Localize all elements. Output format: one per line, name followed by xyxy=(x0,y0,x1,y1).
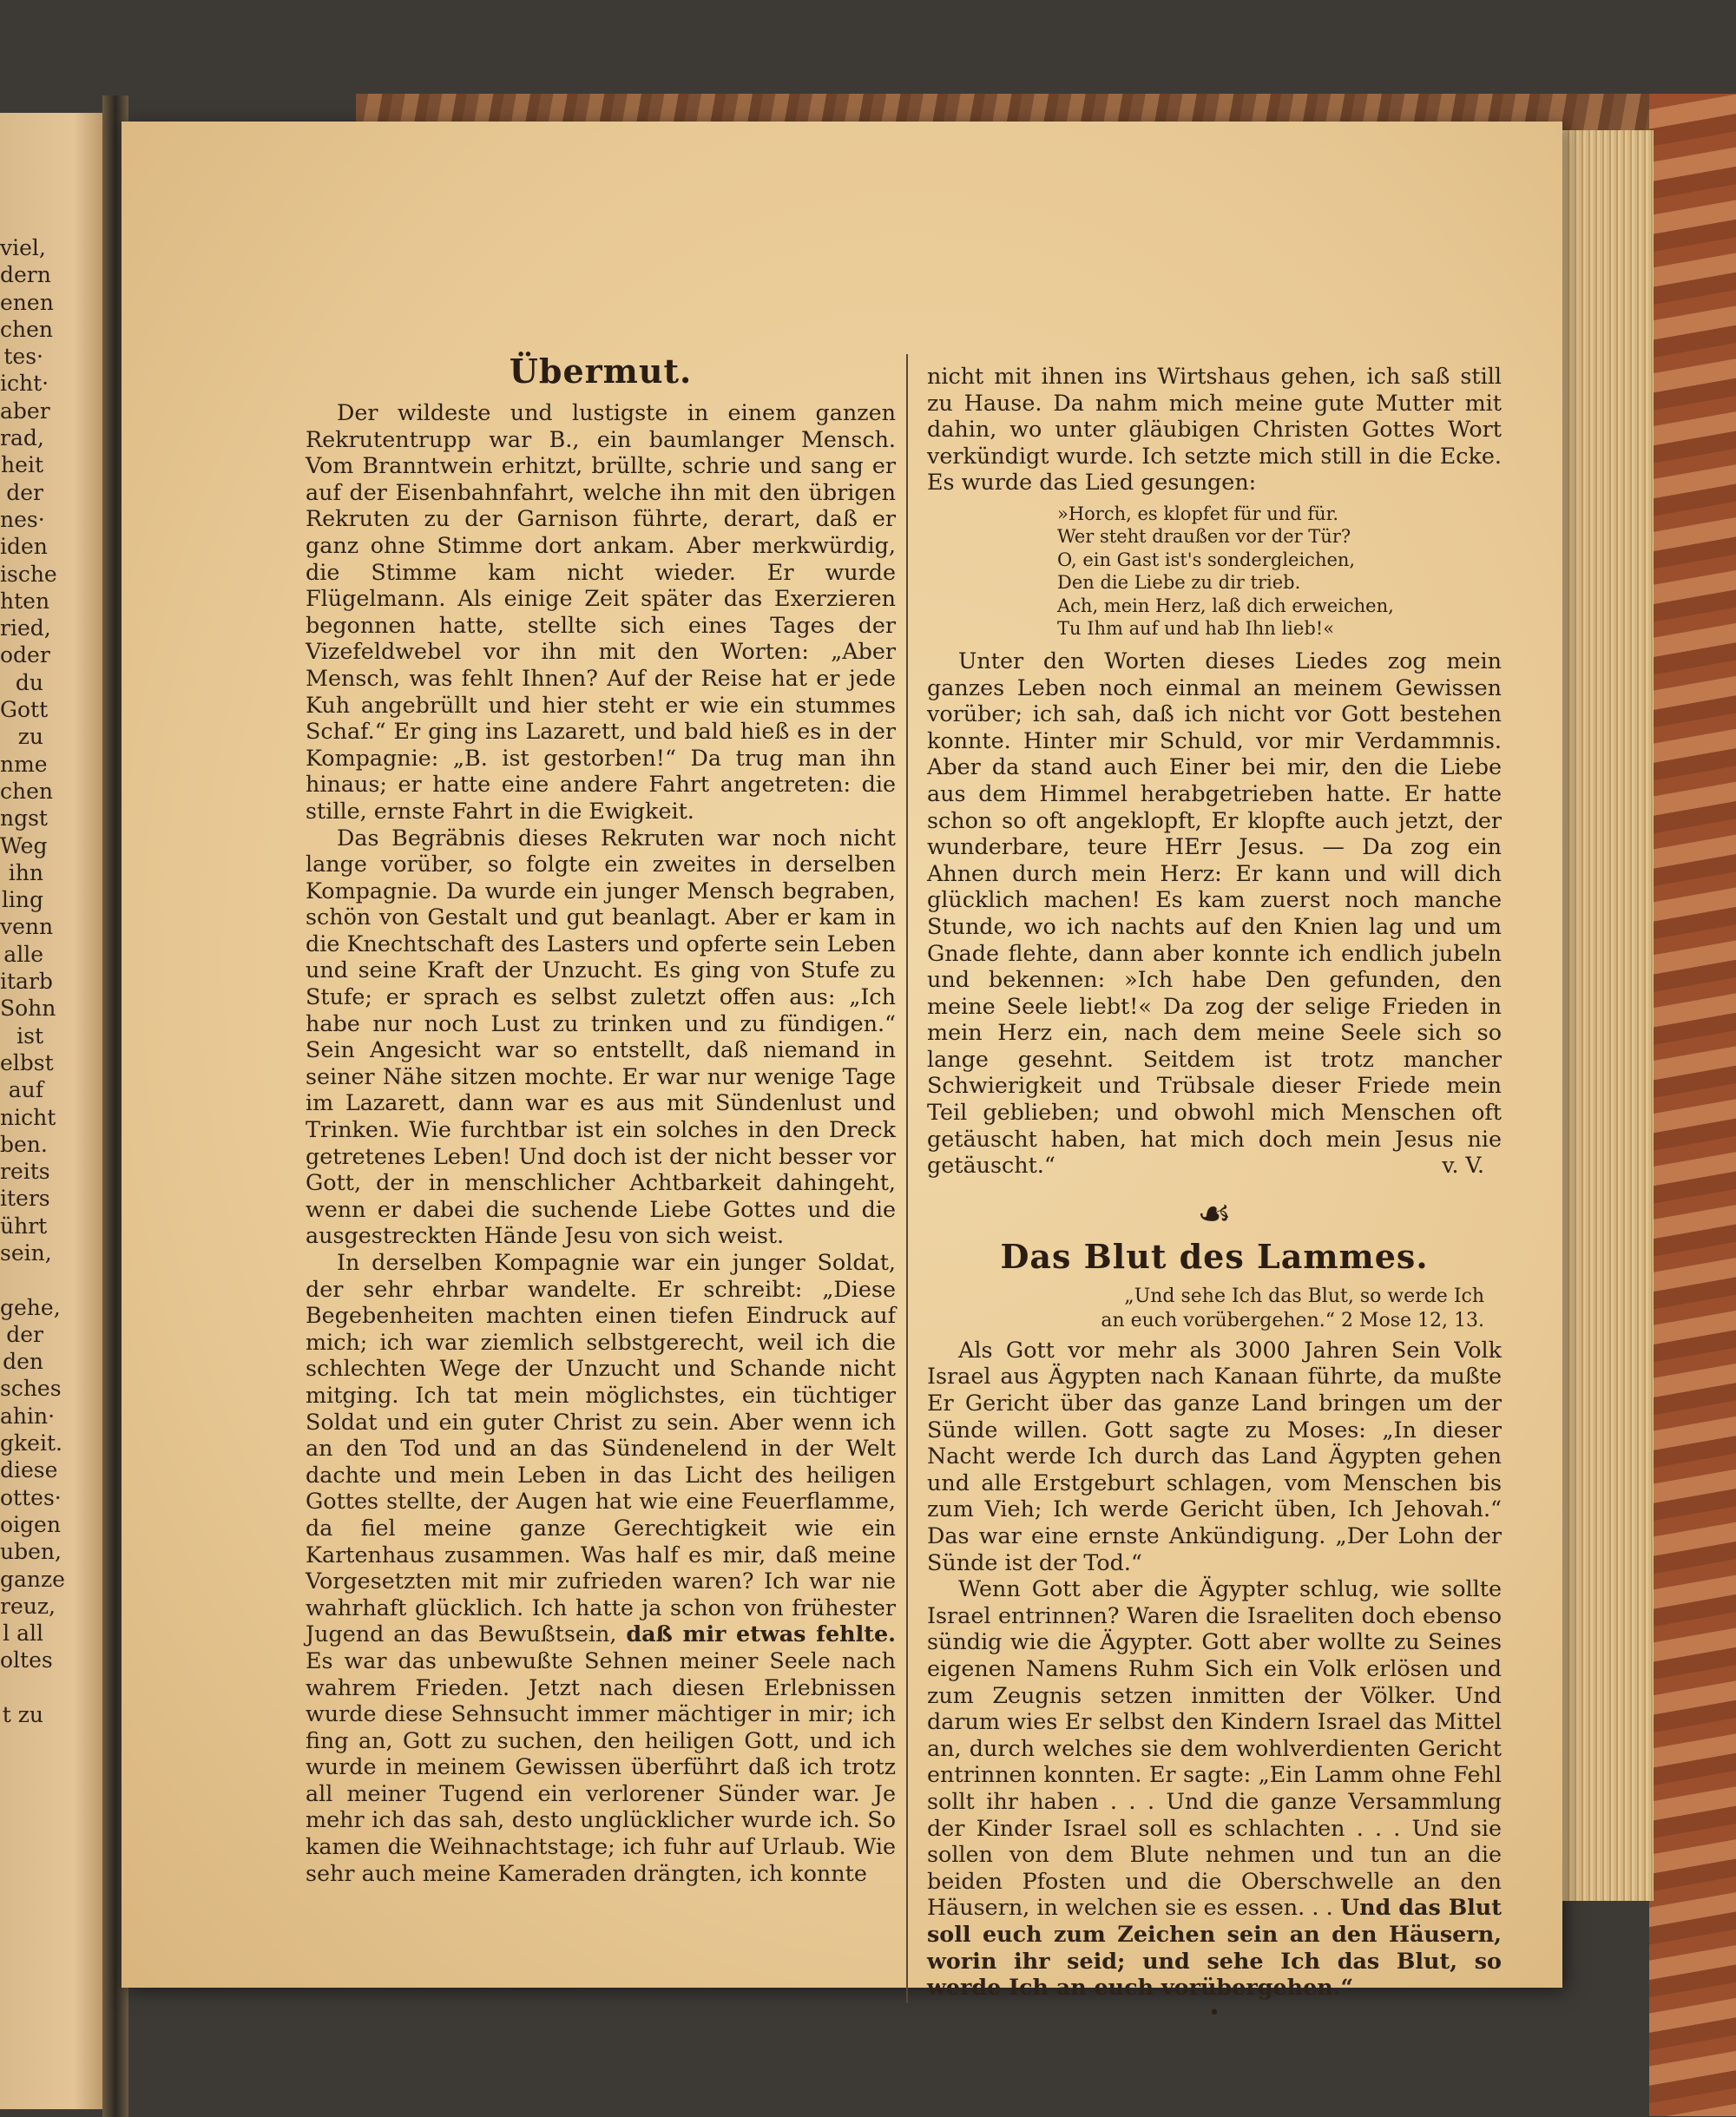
paragraph: nicht mit ihnen ins Wirtshaus gehen, ich saß still zu Hause. Da nahm mich meine gute Mutter mit dahin, wo unter gläubigen Christen Gottes Wort verkündigt wurde. Ich setzte mich still in die Ecke. Es wurde das Lied gesungen: xyxy=(927,363,1502,496)
fragment-line: oltes xyxy=(0,1647,53,1673)
end-mark: • xyxy=(1208,2002,1220,2024)
paragraph-text: Es war das unbewußte Sehnen meiner Seele nach wahrem Frieden. Jetzt nach diesen Erlebnissen wurde diese Sehnsucht immer mächtiger in mir; ich fing an, Gott zu suchen, den heiligen Gott, und ich wurde in meinem Gewissen überführt daß ich trotz all meiner Tugend ein verlorener Sünder war. Je mehr ich das sah, desto unglücklicher wurde ich. So kamen die Weihnachtstage; ich fuhr auf Urlaub. Wie sehr auch meine Kameraden drängten, ich konnte xyxy=(306,1647,896,1886)
fragment-line: rad, xyxy=(0,425,44,451)
fragment-line: uben, xyxy=(0,1539,62,1565)
fragment-line: reuz, xyxy=(0,1593,56,1619)
fragment-line: ling xyxy=(1,887,43,913)
right-column xyxy=(927,363,1502,2024)
fragment-line: sches xyxy=(0,1376,62,1402)
fragment-line: l all xyxy=(3,1621,43,1647)
fragment-line: den xyxy=(3,1349,43,1375)
verse-line: Wer steht draußen vor der Tür? xyxy=(1057,526,1351,548)
fragment-line: der xyxy=(6,479,43,505)
fragment-line: alle xyxy=(3,941,43,967)
fragment-line: oder xyxy=(0,642,50,668)
fragment-line: viel, xyxy=(0,235,46,260)
author-signature: v. V. xyxy=(1442,1152,1484,1178)
fragment-line: enen xyxy=(0,289,54,315)
scripture-motto xyxy=(927,1285,1484,1333)
fragment-line: oigen xyxy=(0,1511,61,1537)
fragment-line: aber xyxy=(0,398,50,424)
fragment-line: itarb xyxy=(0,969,53,995)
verse-line: Den die Liebe zu dir trieb. xyxy=(1057,572,1301,594)
verse-line: Ach, mein Herz, laß dich erweichen, xyxy=(1057,595,1394,616)
article-title-uebermut: Übermut. xyxy=(509,352,693,391)
fragment-line: nicht xyxy=(0,1104,56,1130)
fragment-line: ottes· xyxy=(0,1484,62,1510)
fragment-line: dern xyxy=(0,262,51,288)
fragment-line: icht· xyxy=(0,371,49,397)
book-cover-right-edge xyxy=(1649,94,1736,2116)
section-ornament: ☙ xyxy=(1197,1191,1232,1236)
fragment-line: sein, xyxy=(0,1239,52,1266)
fragment-line: ührt xyxy=(0,1213,48,1239)
paragraph-text: Wenn Gott aber die Ägypter schlug, wie sollte Israel entrinnen? Waren die Israeliten doch ebenso sündig wie die Ägypter. Gott aber wollte zu Seines eigenen Namens Ruhm Sich ein Volk erlösen und zum Zeugnis setzen inmitten der Völker. Und darum wies Er selbst den Kindern Israel das Mittel an, durch welches sie dem wohlverdienten Gericht entrinnen konnten. Er sagte: „Ein Lamm ohne Fehl sollt ihr haben . . . Und die ganze Versammlung der Kinder Israel soll es schlachten . . . Und sie sollen von dem Blute nehmen und tun an die beiden Pfosten und die Oberschwelle an den Häusern, in welchen sie es essen. . . xyxy=(927,1575,1502,1921)
fragment-line: ganze xyxy=(0,1566,65,1592)
fragment-line: ihn xyxy=(8,859,43,885)
fragment-line: t zu xyxy=(2,1702,43,1728)
motto-line: „Und sehe Ich das Blut, so werde Ich xyxy=(1124,1285,1484,1307)
fragment-line: tes· xyxy=(3,344,43,370)
left-page-text-fragments xyxy=(0,234,65,1728)
fragment-line: der xyxy=(6,1321,43,1347)
emphasis-text: daß mir etwas fehlte. xyxy=(626,1621,897,1647)
fragment-line: ngst xyxy=(0,805,48,832)
fragment-line: auf xyxy=(8,1077,43,1103)
column-divider xyxy=(906,354,908,2003)
fragment-line: Sohn xyxy=(0,996,56,1022)
fragment-line: heit xyxy=(1,452,43,478)
paragraph: Unter den Worten dieses Liedes zog mein ganzes Leben noch einmal an meinem Gewissen vorüber; ich sah, daß ich nicht vor Gott bestehen konnte. Hinter mir Schuld, vor mir Verdammnis. Aber da stand auch Einer bei mir, den die Liebe aus dem Himmel herabgetrieben hatte. Er hatte schon so oft angeklopft, Er klopfte auch jetzt, der wunderbare, teure HErr Jesus. — Da zog ein Ahnen durch mein Herz: Er kann und will dich glücklich machen! Es kam zuerst noch manche Stunde, wo ich nachts auf den Knien lag und um Gnade flehte, dann aber konnte ich endlich jubeln und bekennen: »Ich habe Den gefunden, den meine Seele liebt!« Da zog der selige Frieden in mein Herz ein, nach dem meine Seele sich so lange gesehnt. Seitdem ist trotz mancher Schwierigkeit und Trübsale dieser Friede mein Teil geblieben; und obwohl mich Menschen oft getäuscht haben, hat mich doch mein Jesus nie getäuscht.“ xyxy=(927,647,1502,1179)
paragraph-text: In derselben Kompagnie war ein junger Soldat, der sehr ehrbar wandelte. Er schreibt: „Diese Begebenheiten machten einen tiefen Eindruck auf mich; ich war ziemlich selbstgerecht, weil ich die schlechten Wege der Unzucht und Schande nicht mitging. Ich tat mein möglichstes, ein tüchtiger Soldat und ein guter Christ zu sein. Aber wenn ich an den Tod und an das Sündenelend in der Welt dachte und mein Leben in das Licht des heiligen Gottes stellte, der Augen hat wie eine Feuerflamme, da fiel meine ganze Gerechtigkeit wie ein Kartenhaus zusammen. Was half es mir, daß meine Vorgesetzten mit mir zufrieden waren? Ich war nie wahrhaft glücklich. Ich hatte ja schon von frühester Jugend an das Bewußtsein, xyxy=(306,1249,896,1647)
paragraph: Der wildeste und lustigste in einem ganzen Rekrutentrupp war B., ein baumlanger Mensch. Vom Branntwein erhitzt, brüllte, schrie und sang er auf der Eisenbahnfahrt, welche ihn mit den übrigen Rekruten zu der Garnison führte, derart, daß er ganz ohne Stimme dort ankam. Aber merkwürdig, die Stimme kam nicht wieder. Er wurde Flügelmann. Als einige Zeit später das Exerzieren begonnen hatte, stellte sich eines Tages der Vizefeldwebel vor ihn mit den Worten: „Aber Mensch, was fehlt Ihnen? Auf der Reise hat er jede Kuh angebrüllt und hier steht er wie ein stummes Schaf.“ Er ging ins Lazarett, und bald hieß es in der Kompagnie: „B. ist gestorben!“ Da trug man ihn hinaus; er hatte eine andere Fahrt angetreten: die stille, ernste Fahrt in die Ewigkeit. xyxy=(306,399,896,824)
fragment-line: diese xyxy=(0,1457,58,1483)
fragment-line: nes· xyxy=(0,506,45,532)
emphasis-text: Und das Blut soll euch zum Zeichen sein an den Häusern, worin ihr seid; und sehe Ich das Blut, so werde Ich an euch vorübergehen.“ xyxy=(927,1894,1502,2001)
verse-line: Tu Ihm auf und hab Ihn lieb!« xyxy=(1057,618,1335,640)
paragraph: Als Gott vor mehr als 3000 Jahren Sein Volk Israel aus Ägypten nach Kanaan führte, da mußte Er Gericht über das ganze Land bringen um der Sünde willen. Gott sagte zu Moses: „In dieser Nacht werde Ich durch das Land Ägypten gehen und alle Erstgeburt schlagen, vom Menschen bis zum Vieh; Ich werde Gericht üben, Ich Jehovah.“ Das war eine ernste Ankündigung. „Der Lohn der Sünde ist der Tod.“ xyxy=(927,1336,1502,1575)
fragment-line: ried, xyxy=(0,615,51,641)
fragment-line: ahin· xyxy=(0,1403,56,1429)
verse-line: O, ein Gast ist's sondergleichen, xyxy=(1057,549,1356,570)
fragment-line: chen xyxy=(0,316,53,342)
fragment-line: hten xyxy=(0,588,50,614)
fragment-line xyxy=(0,1266,43,1293)
right-page xyxy=(122,122,1562,2024)
fragment-line: gkeit. xyxy=(0,1430,62,1456)
fragment-line: gehe, xyxy=(0,1294,61,1320)
fragment-line: Gott xyxy=(0,697,49,723)
fragment-line: ische xyxy=(0,561,57,587)
fragment-line: Weg xyxy=(0,832,48,858)
paragraph: Das Begräbnis dieses Rekruten war noch nicht lange vorüber, so folgte ein zweites in derselben Kompagnie. Da wurde ein junger Mensch begraben, schön von Gestalt und gut beanlagt. Aber er kam in die Knechtschaft des Lasters und opferte sein Leben und seine Kraft der Unzucht. Es ging von Stufe zu Stufe; er sprach es selbst zuletzt offen aus: „Ich habe nur noch Lust zu trinken und zu fündigen.“ Sein Angesicht war so entstellt, daß niemand in seiner Nähe sitzen mochte. Er war nur wenige Tage im Lazarett, dann war es aus mit Sündenlust und Trinken. Wie furchtbar ist ein solches in den Dreck getretenes Leben! Und doch ist der nicht besser vor Gott, der in menschlicher Achtbarkeit dahingeht, wenn er dabei die suchende Liebe Gottes und die ausgestreckten Hände Jesu von sich weist. xyxy=(306,824,896,1249)
paragraph xyxy=(306,1249,896,1886)
paragraph xyxy=(927,1575,1502,2001)
fragment-line: reits xyxy=(0,1159,50,1185)
left-column xyxy=(306,352,896,1886)
motto-line: an euch vorübergehen.“ 2 Mose 12, 13. xyxy=(1101,1309,1484,1331)
fragment-line: du xyxy=(15,669,43,695)
verse-line: »Horch, es klopfet für und für. xyxy=(1057,503,1339,524)
article-title-blut-des-lammes: Das Blut des Lammes. xyxy=(1000,1236,1429,1276)
fragment-line: zu xyxy=(17,724,43,750)
fragment-line: iters xyxy=(0,1186,50,1212)
fragment-line: iden xyxy=(0,534,48,560)
fragment-line xyxy=(0,1674,43,1701)
fragment-line: nme xyxy=(0,751,48,777)
fragment-line: ben. xyxy=(0,1131,48,1157)
fragment-line: venn xyxy=(0,914,54,940)
hymn-verse xyxy=(1057,503,1502,641)
fragment-line: elbst xyxy=(0,1049,54,1075)
fragment-line: chen xyxy=(0,778,53,804)
fragment-line: ist xyxy=(16,1022,43,1049)
